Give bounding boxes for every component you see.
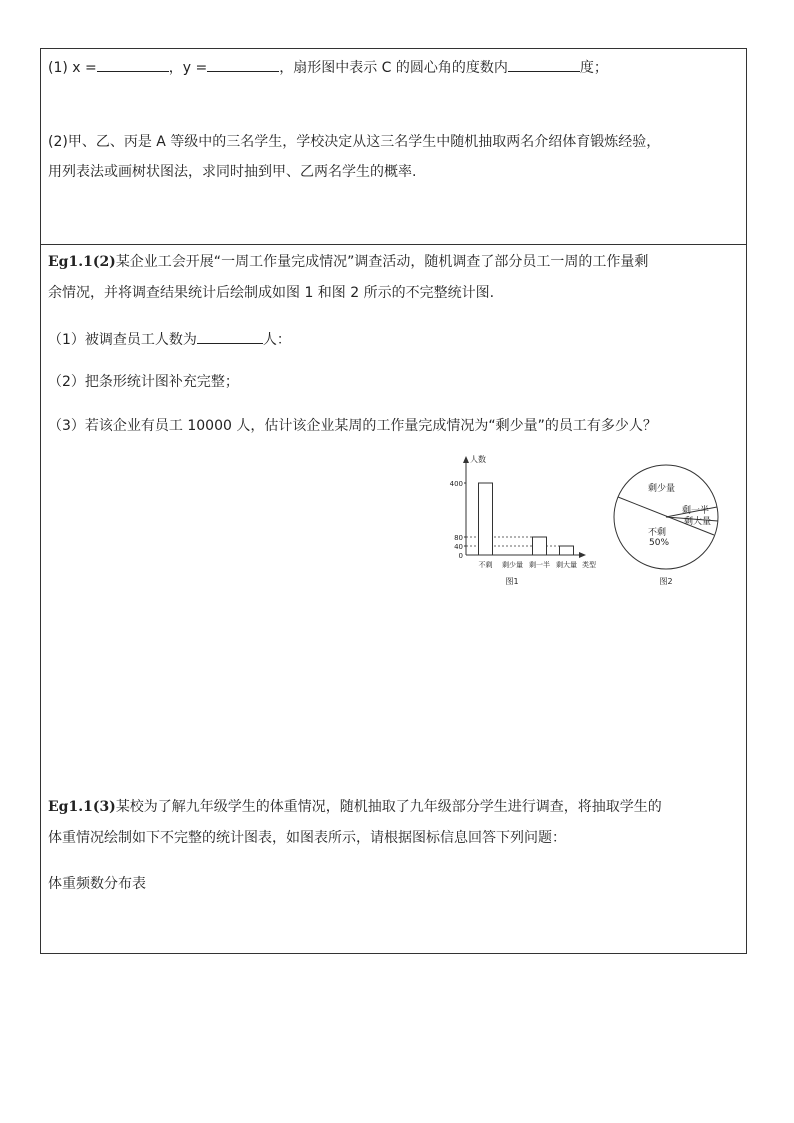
q1-part1-line	[48, 57, 608, 77]
eg3-table-title: 体重频数分布表	[48, 876, 146, 892]
y-tick-label-80: 80	[454, 534, 463, 542]
eg2-q1-label: （1）被调查员工人数为	[48, 332, 197, 348]
pie-chart-figure2	[608, 455, 728, 592]
figure2-caption: 图2	[659, 577, 673, 586]
pie-label-yiban: 剩一半	[682, 506, 710, 516]
category-label-3: 剩大量	[556, 561, 577, 569]
bar-3	[560, 546, 574, 555]
x-axis-arrow	[579, 552, 586, 558]
section-divider	[40, 244, 747, 245]
eg2-intro-text1: 某企业工会开展“一周工作量完成情况”调查活动，随机调查了部分员工一周的工作量剩	[115, 254, 649, 270]
pie-label-daliang: 剩大量	[684, 517, 712, 527]
eg3-intro-line1	[48, 798, 662, 816]
bar-chart-figure1	[430, 452, 600, 592]
bar-2	[533, 537, 547, 555]
y-tick-label-400: 400	[449, 480, 463, 488]
category-label-0: 不剩	[478, 561, 493, 569]
eg3-intro-text1: 某校为了解九年级学生的体重情况，随机抽取了九年级部分学生进行调查，将抽取学生的	[115, 799, 662, 815]
eg2-intro-line1	[48, 253, 648, 271]
y-axis-arrow	[463, 456, 469, 463]
eg3-tag: Eg1.1(3)	[48, 799, 116, 815]
y-axis-label: 人数	[470, 455, 486, 464]
q1-part1-degree-unit: 度；	[579, 60, 608, 76]
q1-part1-y-label: ，y =	[168, 60, 208, 76]
pie-label-percent: 50%	[649, 538, 670, 548]
q1-part2-line1: (2)甲、乙、丙是 A 等级中的三名学生，学校决定从这三名学生中随机抽取两名介绍体育锻炼经验，	[48, 134, 661, 150]
category-label-group	[479, 560, 578, 569]
eg2-tag: Eg1.1(2)	[48, 254, 116, 270]
figure1-caption: 图1	[505, 577, 519, 586]
answer-blank-angle[interactable]	[508, 57, 580, 72]
eg2-q3-line: （3）若该企业有员工 10000 人，估计该企业某周的工作量完成情况为“剩少量”的员工有多少人？	[48, 418, 657, 434]
answer-blank-y[interactable]	[207, 57, 279, 72]
category-label-1: 剩少量	[502, 561, 523, 569]
bar-0	[479, 483, 493, 555]
q1-part2-line2: 用列表法或画树状图法，求同时抽到甲、乙两名学生的概率.	[48, 164, 417, 180]
y-tick-label-0: 0	[458, 552, 463, 560]
eg2-intro-line2: 余情况，并将调查结果统计后绘制成如图 1 和图 2 所示的不完整统计图.	[48, 285, 495, 301]
q1-part1-angle-label: ，扇形图中表示 C 的圆心角的度数内	[279, 60, 508, 76]
eg2-q1-line	[48, 329, 291, 349]
eg2-q2-line: （2）把条形统计图补充完整；	[48, 374, 239, 390]
q1-part1-x-label: (1) x =	[48, 60, 97, 76]
eg2-q1-unit: 人：	[262, 332, 291, 348]
bar-group	[479, 483, 574, 555]
pie-label-busheng: 不剩	[648, 528, 667, 538]
eg3-intro-line2: 体重情况绘制如下不完整的统计图表，如图表所示，请根据图标信息回答下列问题：	[48, 830, 566, 846]
x-axis-label: 类型	[582, 561, 596, 569]
y-tick-group	[450, 480, 466, 560]
answer-blank-x[interactable]	[97, 57, 169, 72]
category-label-2: 剩一半	[529, 561, 550, 569]
pie-label-shaoliang: 剩少量	[648, 484, 676, 494]
answer-blank-count[interactable]	[197, 329, 263, 344]
y-tick-label-40: 40	[454, 543, 463, 551]
